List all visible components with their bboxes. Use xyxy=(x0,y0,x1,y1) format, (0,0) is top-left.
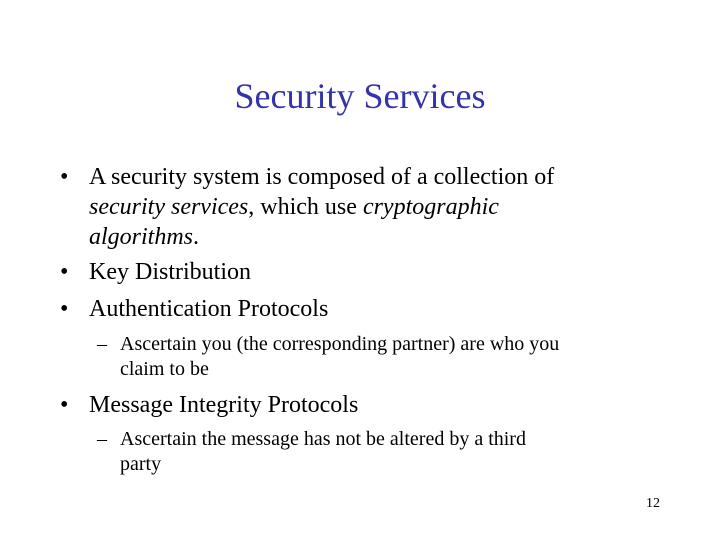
sub-bullet-line: Ascertain you (the corresponding partner) are who you xyxy=(120,333,560,355)
bullet-text: Authentication Protocols xyxy=(89,296,329,322)
sub-bullet-line: claim to be xyxy=(120,358,209,380)
emphasis-text: cryptographic xyxy=(362,194,499,220)
bullet-marker: • xyxy=(60,392,69,418)
sub-bullet-marker: – xyxy=(97,428,107,450)
bullet-marker: • xyxy=(60,296,69,322)
sub-bullet-line: Ascertain the message has not be altered by a third xyxy=(120,428,526,450)
bullet-text: Key Distribution xyxy=(89,259,251,285)
sub-bullet-line: party xyxy=(120,453,162,475)
bullet-line xyxy=(89,223,199,251)
bullet-line xyxy=(89,193,499,221)
emphasis-text: security services xyxy=(89,194,249,220)
bullet-text: Message Integrity Protocols xyxy=(89,392,359,418)
slide-title: Security Services xyxy=(234,76,486,116)
emphasis-text: algorithms xyxy=(89,224,194,250)
sub-bullet-marker: – xyxy=(97,333,107,355)
bullet-text-fragment: , which use xyxy=(248,194,363,220)
bullet-marker: • xyxy=(60,259,69,285)
bullet-text-fragment: . xyxy=(193,224,200,250)
bullet-marker: • xyxy=(60,164,69,190)
bullet-line: A security system is composed of a collection of xyxy=(89,164,555,190)
page-number: 12 xyxy=(646,496,660,511)
